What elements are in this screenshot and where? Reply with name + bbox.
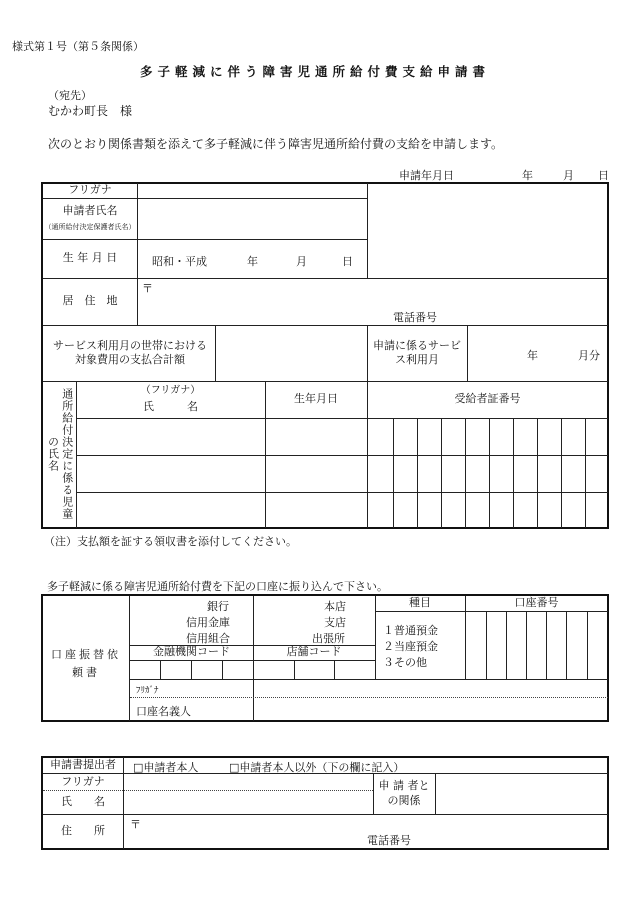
bank-type-kumiai: 信用組合 bbox=[186, 632, 230, 645]
service-month-label: 申請に係るサービス利用月 bbox=[373, 338, 461, 366]
date-month: 月 bbox=[563, 169, 574, 182]
account-type-2: ２当座預金 bbox=[383, 640, 438, 653]
account-type-label: 種目 bbox=[409, 596, 431, 610]
branch-type-honten: 本店 bbox=[324, 600, 346, 613]
service-year: 年 bbox=[527, 349, 538, 362]
addressee: むかわ町長 様 bbox=[48, 104, 133, 118]
branch-type-shiten: 支店 bbox=[324, 616, 346, 629]
submitter-option-other[interactable]: □申請者本人以外（下の欄に記入） bbox=[229, 761, 405, 774]
bank-type-shinkin: 信用金庫 bbox=[186, 616, 230, 629]
note-text: （注）支払額を証する領収書を添付してください。 bbox=[44, 535, 297, 548]
page-title: 多子軽減に伴う障害児通所給付費支給申請書 bbox=[139, 64, 490, 79]
postal-mark: 〒 bbox=[142, 282, 153, 295]
payment-total-label: サービス利用月の世帯における対象費用の支払合計額 bbox=[53, 338, 207, 366]
submitter-name-label: 氏 名 bbox=[61, 794, 105, 808]
dob-month: 月 bbox=[296, 255, 307, 268]
children-name-header: 氏 名 bbox=[143, 399, 198, 413]
branch-type-shucchojo: 出張所 bbox=[312, 632, 345, 645]
dob-year: 年 bbox=[247, 255, 258, 268]
applicant-name-label: 申請者氏名 bbox=[62, 203, 118, 217]
dob-era: 昭和・平成 bbox=[152, 255, 207, 268]
date-label: 申請年月日 bbox=[399, 169, 454, 182]
branch-code-label: 店舗コード bbox=[286, 645, 342, 659]
bank-instruction: 多子軽減に係る障害児通所給付費を下記の口座に振り込んで下さい。 bbox=[47, 580, 388, 593]
account-type-3: ３その他 bbox=[383, 656, 427, 669]
phone-label: 電話番号 bbox=[393, 311, 437, 324]
submitter-relation-label: 申 請 者との関係 bbox=[378, 779, 430, 807]
children-dob-header: 生年月日 bbox=[294, 392, 338, 406]
account-type-1: １普通預金 bbox=[383, 624, 438, 637]
bank-code-label: 金融機関コード bbox=[153, 645, 230, 659]
submitter-phone-label: 電話番号 bbox=[367, 834, 411, 847]
holder-name-label: 口座名義人 bbox=[136, 705, 191, 718]
submitter-option-self[interactable]: □申請者本人 bbox=[133, 761, 199, 774]
children-side-label: 通所給付決定に係る児童の氏名 bbox=[46, 388, 74, 520]
bank-type-bank: 銀行 bbox=[207, 600, 229, 613]
address-label: 居 住 地 bbox=[62, 294, 118, 308]
service-month: 月分 bbox=[578, 349, 600, 362]
transfer-label: 口座振替依頼書 bbox=[51, 648, 121, 679]
addressee-label: （宛先） bbox=[48, 89, 92, 102]
submitter-postal-mark: 〒 bbox=[130, 818, 141, 831]
dob-day: 日 bbox=[342, 255, 353, 268]
furigana-label: フリガナ bbox=[68, 183, 112, 197]
date-day: 日 bbox=[598, 169, 609, 182]
account-number-label: 口座番号 bbox=[514, 596, 559, 610]
submitter-address-label: 住 所 bbox=[61, 824, 105, 838]
children-furigana: （フリガナ） bbox=[140, 384, 201, 396]
intro-text: 次のとおり関係書類を添えて多子軽減に伴う障害児通所給付費の支給を申請します。 bbox=[48, 137, 504, 151]
submitter-furigana-label: フリガナ bbox=[61, 774, 105, 788]
date-year: 年 bbox=[522, 169, 533, 182]
form-number: 様式第１号（第５条関係） bbox=[12, 40, 144, 53]
applicant-name-note: （通所給付決定保護者氏名） bbox=[44, 223, 136, 232]
children-cert-header: 受給者証番号 bbox=[454, 392, 521, 406]
dob-label: 生 年 月 日 bbox=[62, 251, 118, 265]
holder-kana-label: ﾌﾘｶﾞﾅ bbox=[136, 686, 159, 696]
submitter-label: 申請書提出者 bbox=[50, 757, 116, 771]
